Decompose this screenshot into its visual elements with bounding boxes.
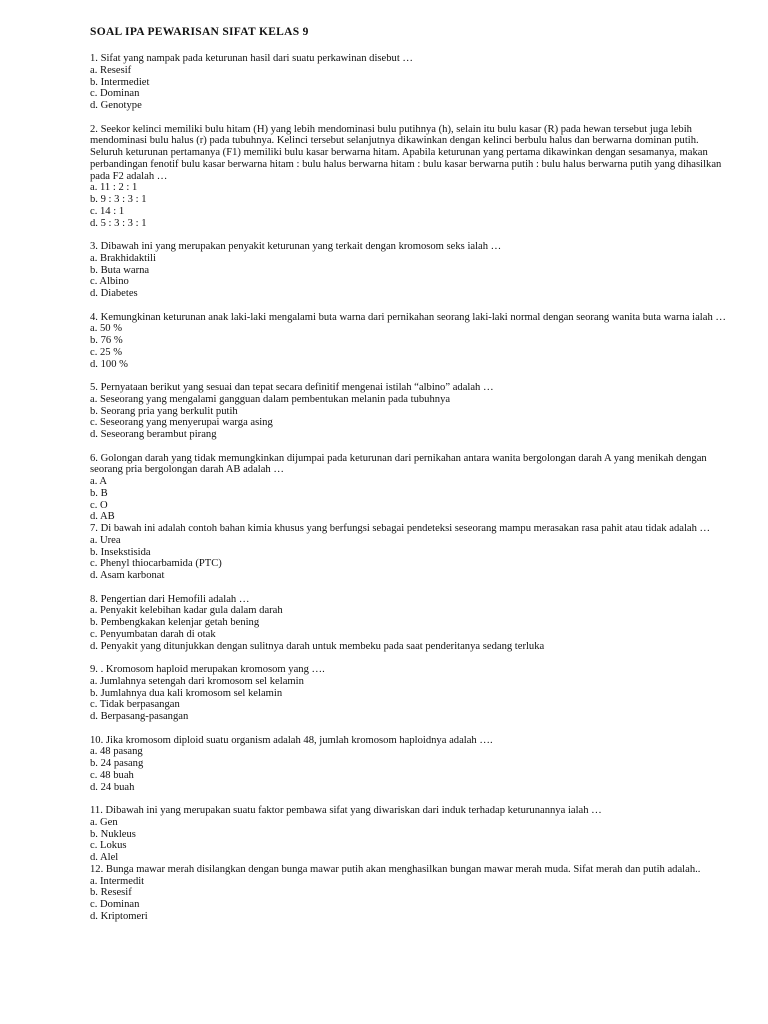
question-5 [90, 382, 730, 441]
option-b: b. Resesif [90, 887, 132, 899]
option-b: b. Intermediet [90, 76, 150, 88]
option-a: a. Seseorang yang mengalami gangguan dalam pembentukan melanin pada tubuhnya [90, 393, 451, 405]
option-d: d. Asam karbonat [90, 570, 165, 581]
question-stem: 2. Seekor kelinci memiliki bulu hitam (H) yang lebih mendominasi bulu putihnya (h), selain itu bulu kasar (R) pada hewan tersebut juga lebih mendominasi bulu halus (r) pada tubuhnya. Kelinci tersebut selanjutnya dikawinkan dengan kelinci berbulu halus dan berwarna dominan putih. Seluruh keturunan pertamanya (F1) memiliki bulu kasar berwarna hitam. Apabila keturunan yang pertama dikawinkan dengan sesamanya, makan perbandingan fenotif bulu kasar berwarna hitam : bulu halus berwarna hitam : bulu kasar berwarna putih : bulu halus berwarna putih yang dihasilkan pada F2 adalah … [90, 123, 722, 182]
question-2 [90, 124, 730, 230]
option-a: a. 48 pasang [90, 746, 143, 758]
question-stem: 8. Pengertian dari Hemofili adalah … [90, 593, 250, 605]
option-b: b. B [90, 487, 108, 499]
question-stem: 11. Dibawah ini yang merupakan suatu faktor pembawa sifat yang diwariskan dari induk terhadap keturunannya ialah … [90, 805, 602, 816]
option-d: d. 100 % [90, 358, 128, 370]
option-c: c. Dominan [90, 899, 140, 910]
option-a: a. A [90, 476, 108, 487]
option-c: c. Tidak berpasangan [90, 699, 180, 711]
option-a: a. Intermedit [90, 875, 145, 887]
option-c: c. 14 : 1 [90, 205, 125, 217]
option-c: c. Dominan [90, 88, 140, 100]
question-stem: 7. Di bawah ini adalah contoh bahan kimia khusus yang berfungsi sebagai pendeteksi seseorang mampu merasakan rasa pahit atau tidak adalah … [90, 523, 711, 534]
question-7 [90, 523, 730, 582]
option-b: b. Seorang pria yang berkulit putih [90, 405, 238, 417]
option-a: a. Jumlahnya setengah dari kromosom sel kelamin [90, 675, 304, 687]
option-d: d. Seseorang berambut pirang [90, 429, 217, 440]
option-d: d. Berpasang-pasangan [90, 711, 189, 722]
option-d: d. 5 : 3 : 3 : 1 [90, 217, 147, 229]
question-4 [90, 312, 730, 371]
option-c: c. 48 buah [90, 769, 134, 781]
question-1 [90, 53, 730, 112]
question-6 [90, 453, 730, 524]
option-b: b. Buta warna [90, 264, 150, 276]
option-a: a. Urea [90, 534, 121, 546]
option-d: d. Penyakit yang ditunjukkan dengan sulitnya darah untuk membeku pada saat penderitanya sedang terluka [90, 640, 545, 652]
question-11 [90, 805, 730, 864]
question-12 [90, 864, 730, 923]
option-c: c. Phenyl thiocarbamida (PTC) [90, 558, 222, 570]
option-d: d. Diabetes [90, 288, 138, 299]
option-d: d. 24 buah [90, 781, 135, 793]
option-c: c. 25 % [90, 346, 123, 358]
option-a: a. Penyakit kelebihan kadar gula dalam darah [90, 605, 283, 617]
option-c: c. Seseorang yang menyerupai warga asing [90, 417, 273, 429]
question-stem: 3. Dibawah ini yang merupakan penyakit keturunan yang terkait dengan kromosom seks ialah … [90, 241, 502, 252]
question-9 [90, 664, 730, 723]
question-stem: 1. Sifat yang nampak pada keturunan hasil dari suatu perkawinan disebut … [90, 53, 414, 64]
option-d: d. Alel [90, 852, 119, 863]
question-stem: 5. Pernyataan berikut yang sesuai dan tepat secara definitif mengenai istilah “albino” adalah … [90, 382, 494, 393]
option-b: b. Pembengkakan kelenjar getah bening [90, 617, 260, 628]
option-c: c. Albino [90, 276, 129, 288]
question-list [90, 53, 730, 923]
option-a: a. Gen [90, 816, 118, 828]
question-8 [90, 594, 730, 653]
option-d: d. AB [90, 511, 115, 523]
option-d: d. Kriptomeri [90, 910, 148, 922]
option-c: c. Lokus [90, 840, 127, 852]
option-b: b. Insekstisida [90, 546, 151, 558]
option-d: d. Genotype [90, 100, 142, 111]
question-stem: 12. Bunga mawar merah disilangkan dengan bunga mawar putih akan menghasilkan bungan mawar merah muda. Sifat merah dan putih adalah.. [90, 863, 701, 875]
option-b: b. 9 : 3 : 3 : 1 [90, 194, 147, 205]
option-a: a. 50 % [90, 323, 123, 335]
question-stem: 9. . Kromosom haploid merupakan kromosom yang …. [90, 664, 325, 675]
question-stem: 6. Golongan darah yang tidak memungkinkan dijumpai pada keturunan dari pernikahan antara wanita bergolongan darah A yang menikah dengan seorang pria bergolongan darah AB adalah … [90, 452, 707, 476]
option-b: b. Jumlahnya dua kali kromosom sel kelamin [90, 687, 283, 699]
option-b: b. 24 pasang [90, 758, 144, 769]
option-b: b. Nukleus [90, 828, 136, 840]
question-stem: 4. Kemungkinan keturunan anak laki-laki mengalami buta warna dari pernikahan seorang laki-laki normal dengan seorang wanita buta warna ialah … [90, 311, 726, 323]
question-10 [90, 735, 730, 794]
option-c: c. O [90, 499, 108, 511]
question-stem: 10. Jika kromosom diploid suatu organism adalah 48, jumlah kromosom haploidnya adalah …. [90, 734, 493, 746]
option-c: c. Penyumbatan darah di otak [90, 628, 216, 640]
option-a: a. Brakhidaktili [90, 252, 156, 264]
question-3 [90, 241, 730, 300]
option-b: b. 76 % [90, 335, 123, 346]
option-a: a. 11 : 2 : 1 [90, 182, 138, 194]
option-a: a. Resesif [90, 64, 132, 76]
document-title: SOAL IPA PEWARISAN SIFAT KELAS 9 [90, 26, 309, 38]
